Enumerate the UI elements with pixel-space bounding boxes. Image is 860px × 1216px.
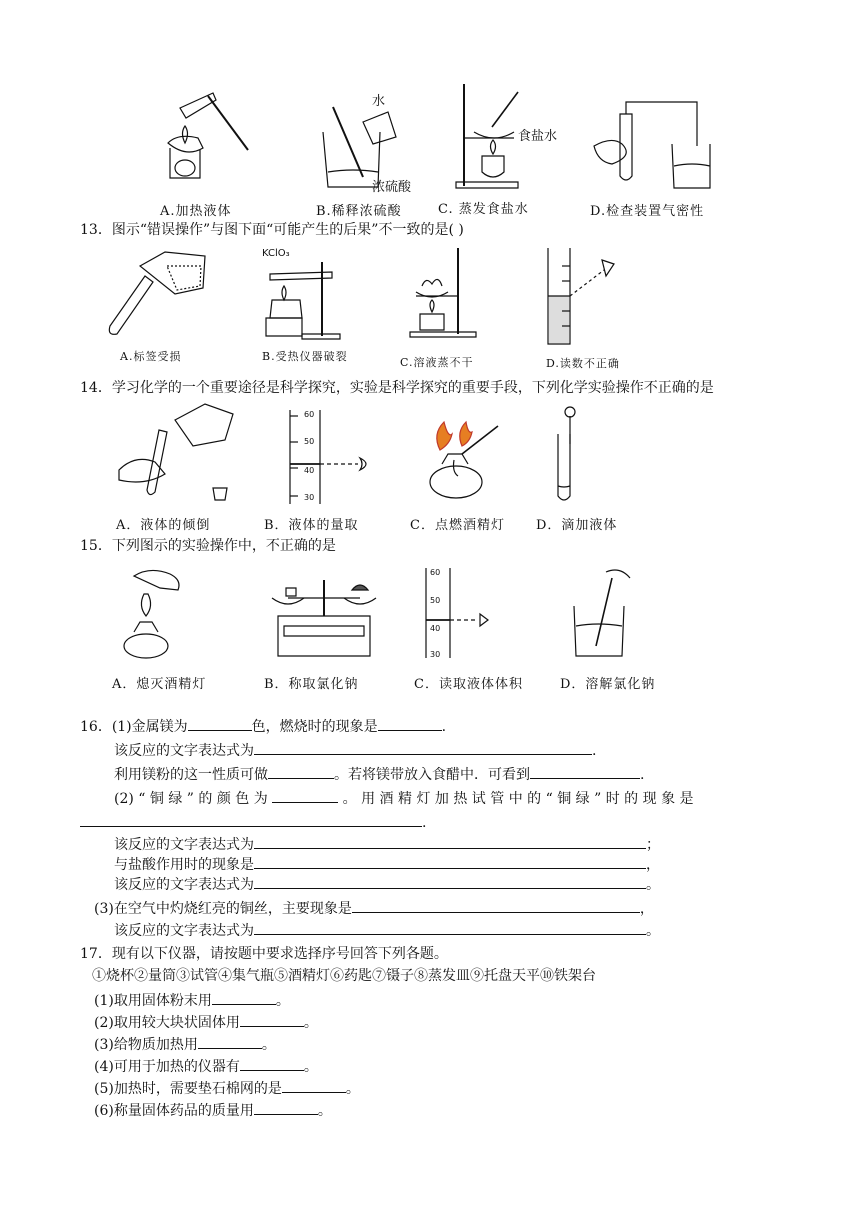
q17-item-text: 。 [303,1015,318,1031]
q16-text: 利用镁粉的这一性质可做 [114,767,268,783]
q17-item-1 [94,990,290,1011]
q16-text: 16．(1)金属镁为 [80,719,188,735]
figure-heating-liquid [158,88,258,188]
q16-line-4 [114,788,694,809]
q16-text: 该反应的文字表达式为 [114,743,254,759]
figure-evaporate-salt [452,82,522,190]
q16-text: 。 [646,923,660,939]
caption-q14-a: A．液体的倾倒 [116,518,211,533]
q17-item-text: (1)取用固体粉末用 [94,993,212,1009]
caption-q13-d: D.读数不正确 [546,357,620,370]
q13-stem: 13．图示“错误操作”与图下面“可能产生的后果”不一致的是( ) [80,222,464,238]
caption-q13-c: C.溶液蒸不干 [400,356,474,369]
q16-line-7 [114,854,660,875]
figure-q14-d [550,404,590,504]
caption-q14-d: D．滴加液体 [536,518,618,533]
tick-q15-60: 60 [430,568,441,577]
q17-item-5 [94,1078,360,1099]
q16-line-2 [114,740,596,761]
q15-stem: 15．下列图示的实验操作中，不正确的是 [80,538,336,554]
answer-blank[interactable] [240,1012,304,1027]
q16-line-8 [114,874,660,895]
answer-blank[interactable] [212,990,276,1005]
answer-blank[interactable] [254,1100,318,1115]
q17-item-4 [94,1056,318,1077]
figure-q13-a [105,246,210,338]
answer-blank[interactable] [254,920,646,935]
q16-text: (2) “ 铜 绿 ” 的 颜 色 为 [114,791,268,807]
figure-q15-a [120,566,190,662]
answer-blank[interactable] [198,1034,262,1049]
answer-blank[interactable] [254,834,646,849]
q16-text: (3)在空气中灼烧红亮的铜丝，主要现象是 [94,901,352,917]
q16-text: ， [646,857,660,873]
figure-air-tightness [592,96,712,192]
q16-line-1 [80,716,446,737]
figure-q13-c [408,246,478,338]
q17-item-3 [94,1034,276,1055]
label-water: 水 [372,94,386,109]
answer-blank[interactable] [80,812,422,827]
answer-blank[interactable] [254,740,592,755]
q17-item-text: (6)称量固体药品的质量用 [94,1103,254,1119]
q17-item-text: 。 [275,993,290,1009]
figure-q13-d [540,246,620,348]
answer-blank[interactable] [352,898,640,913]
tick-q14-30: 30 [304,493,315,502]
caption-q14-c: C．点燃酒精灯 [410,518,505,533]
answer-blank[interactable] [530,764,640,779]
q17-item-text: (4)可用于加热的仪器有 [94,1059,240,1075]
figure-q15-b [268,572,380,662]
answer-blank[interactable] [254,854,646,869]
tick-q15-30: 30 [430,650,441,659]
q17-stem: 17．现有以下仪器，请按题中要求选择序号回答下列各题。 [80,946,448,962]
answer-blank[interactable] [378,716,442,731]
caption-q15-d: D．溶解氯化钠 [560,677,656,692]
figure-q15-d [566,566,636,660]
q16-line-10 [114,920,660,941]
answer-blank[interactable] [272,788,338,803]
q16-text: 。 用 酒 精 灯 加 热 试 管 中 的 “ 铜 绿 ” 时 的 现 象 是 [342,791,694,807]
q16-line-5 [80,812,426,833]
answer-blank[interactable] [240,1056,304,1071]
tick-q14-40: 40 [304,466,315,475]
q16-text: . [592,743,597,759]
figure-q13-b [262,260,342,340]
tick-q15-50: 50 [430,596,441,605]
q17-item-text: 。 [317,1103,332,1119]
q17-item-6 [94,1100,332,1121]
q17-item-text: (3)给物质加热用 [94,1037,198,1053]
caption-q13-b: B.受热仪器破裂 [262,350,348,363]
caption-q13-a: A.标签受损 [120,350,182,363]
caption-row1-b: B.稀释浓硫酸 [316,204,402,219]
q16-text: 与盐酸作用时的现象是 [114,857,254,873]
q16-text: 。 [646,877,660,893]
answer-blank[interactable] [254,874,646,889]
caption-q15-c: C．读取液体体积 [414,677,523,692]
caption-row1-c: C. 蒸发食盐水 [438,202,529,217]
q17-item-text: 。 [345,1081,360,1097]
figure-q14-b [286,408,376,504]
q16-line-9 [94,898,654,919]
answer-blank[interactable] [188,716,252,731]
q16-text: . [441,719,447,735]
q17-instrument-list: ①烧杯②量筒③试管④集气瓶⑤酒精灯⑥药匙⑦镊子⑧蒸发皿⑨托盘天平⑩铁架台 [92,968,596,984]
caption-q14-b: B．液体的量取 [264,518,359,533]
q16-text: 。若将镁带放入食醋中．可看到 [334,767,530,783]
figure-q14-c [422,404,502,504]
q17-item-2 [94,1012,318,1033]
q16-text: 该反应的文字表达式为 [114,877,254,893]
figure-q14-a [115,400,235,504]
q16-text: 该反应的文字表达式为 [114,837,254,853]
q16-text: . [640,767,645,783]
caption-row1-a: A.加热液体 [160,204,232,219]
caption-row1-d: D.检查装置气密性 [590,204,705,219]
chem-kclo3: KClO₃ [262,248,290,259]
q16-line-6 [114,834,660,855]
q16-text: . [422,815,427,831]
q14-stem: 14．学习化学的一个重要途径是科学探究，实验是科学探究的重要手段，下列化学实验操作不正确的是 [80,380,714,396]
q16-text: 该反应的文字表达式为 [114,923,254,939]
q17-item-text: (5)加热时，需要垫石棉网的是 [94,1081,282,1097]
figure-q15-c [422,566,494,658]
tick-q15-40: 40 [430,624,441,633]
q16-text: ， [639,901,654,917]
q16-text: ； [646,837,660,853]
answer-blank[interactable] [282,1078,346,1093]
caption-q15-a: A．熄灭酒精灯 [112,677,207,692]
label-acid: 浓硫酸 [372,180,412,195]
q16-text: 色，燃烧时的现象是 [251,719,378,735]
tick-q14-60: 60 [304,410,315,419]
tick-q14-50: 50 [304,437,315,446]
caption-q15-b: B．称取氯化钠 [264,677,359,692]
q17-item-text: 。 [261,1037,276,1053]
answer-blank[interactable] [268,764,334,779]
label-salt-water: 食盐水 [518,129,558,144]
q16-line-3 [114,764,644,785]
q17-item-text: (2)取用较大块状固体用 [94,1015,240,1031]
q17-item-text: 。 [303,1059,318,1075]
